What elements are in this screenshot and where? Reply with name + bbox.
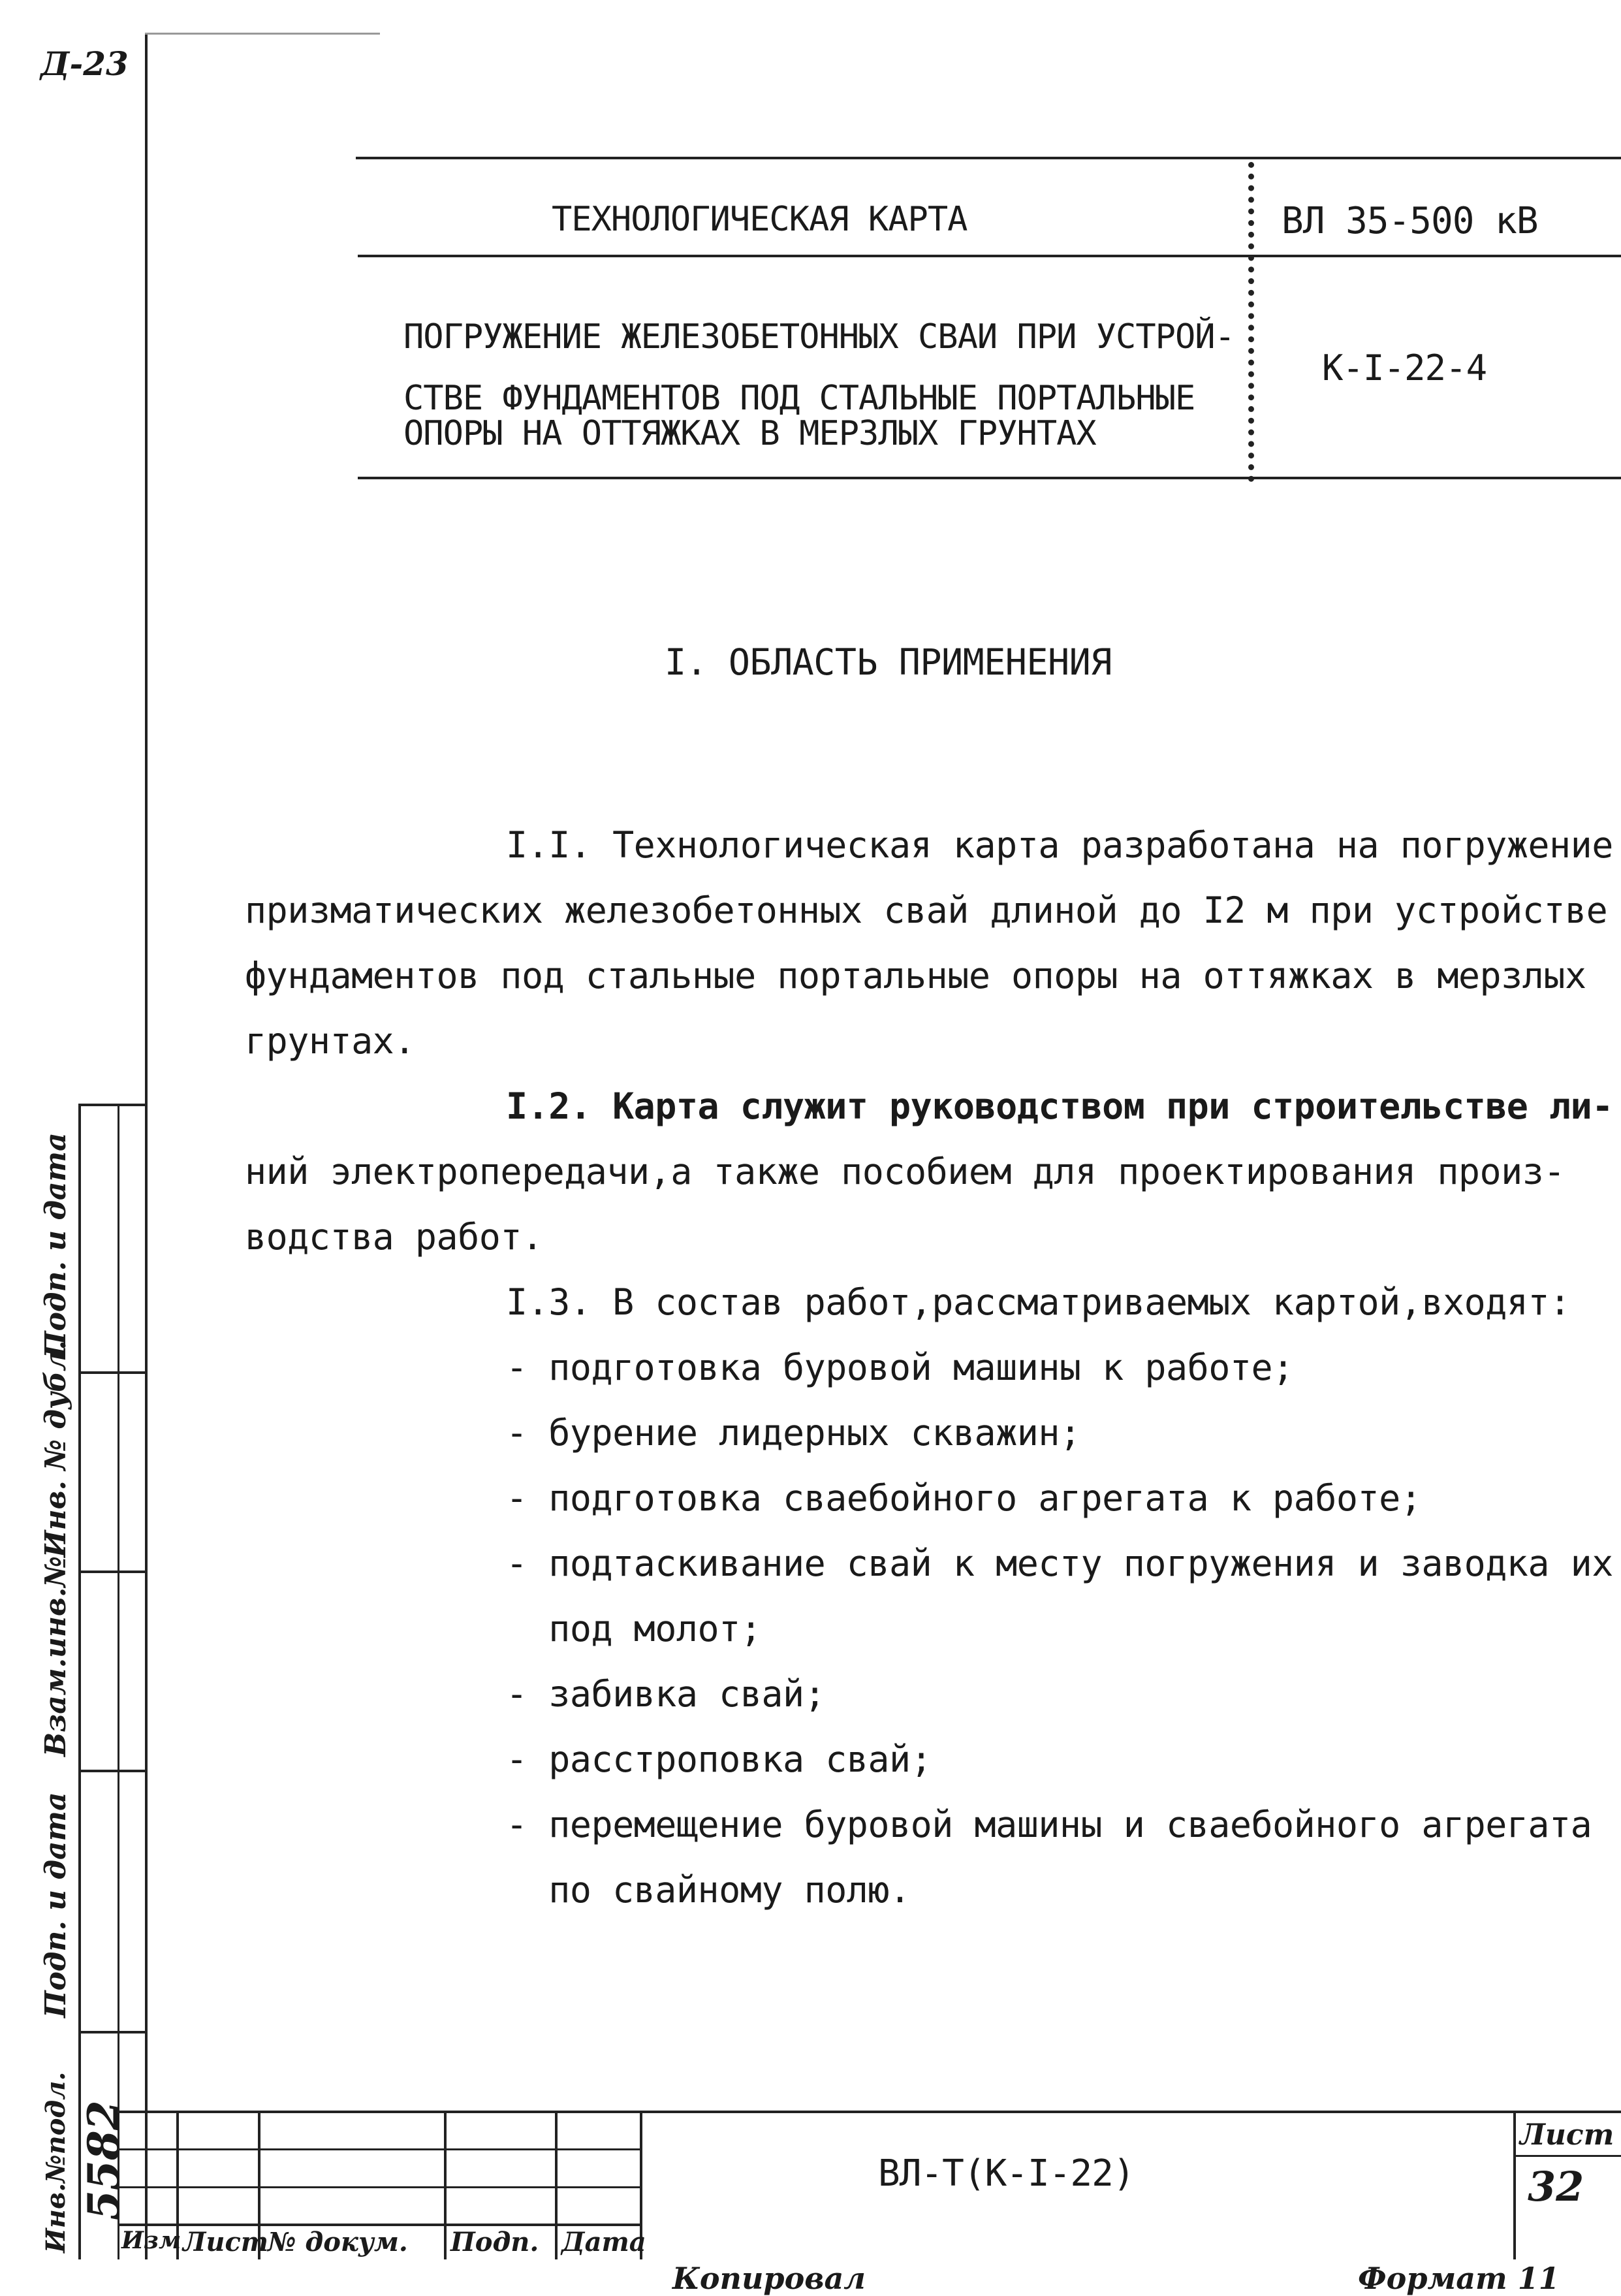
list-item: - бурение лидерных скважин; xyxy=(506,1412,1081,1454)
format-label: Формат 11 xyxy=(1358,2261,1560,2296)
list-item: - расстроповка свай; xyxy=(506,1738,932,1780)
col-signature: Подп. xyxy=(450,2227,539,2257)
copied-by: Копировал xyxy=(672,2261,866,2296)
frame-top-edge xyxy=(145,33,380,35)
col-doc-number: № докум. xyxy=(268,2227,408,2257)
list-item: - подготовка сваебойного агрегата к работе; xyxy=(506,1477,1422,1519)
list-item: - перемещение буровой машины и сваебойного агрегата xyxy=(506,1804,1592,1845)
list-item: - подтаскивание свай к месту погружения и заводка их xyxy=(506,1542,1613,1584)
side-label-sign-date-1: Подп. и дата xyxy=(39,1132,72,1358)
header-title: ТЕХНОЛОГИЧЕСКАЯ КАРТА xyxy=(552,200,968,239)
p1-line-2: призматических железобетонных свай длиной до I2 м при устройстве xyxy=(245,889,1608,931)
header-card-code: К-I-22-4 xyxy=(1322,347,1487,389)
p3-line: I.3. В состав работ,рассматриваемых картой,входят: xyxy=(506,1281,1571,1323)
list-item: по свайному полю. xyxy=(506,1869,911,1911)
p2-line-3: водства работ. xyxy=(245,1216,543,1258)
header-subject-line-3: ОПОРЫ НА ОТТЯЖКАХ В МЕРЗЛЫХ ГРУНТАХ xyxy=(403,414,1096,453)
doc-code: ВЛ-Т(К-I-22) xyxy=(878,2152,1135,2195)
p2-line-2: ний электропередачи,а также пособием для проектирования произ- xyxy=(245,1151,1565,1192)
corner-mark: Д-23 xyxy=(40,44,129,83)
section-title: I. ОБЛАСТЬ ПРИМЕНЕНИЯ xyxy=(665,641,1112,683)
col-date: Дата xyxy=(561,2227,646,2257)
col-change: Изм xyxy=(121,2227,181,2254)
side-label-replace-inv: Взам.инв.№ xyxy=(39,1555,72,1757)
header-subject-line-1: ПОГРУЖЕНИЕ ЖЕЛЕЗОБЕТОННЫХ СВАИ ПРИ УСТРОЙ- xyxy=(403,317,1235,357)
side-label-orig-inv: Инв.№подл. xyxy=(40,2071,71,2253)
side-label-dup-inv: Инв. № дубл. xyxy=(39,1340,72,1557)
list-item: под молот; xyxy=(506,1608,762,1650)
side-label-sign-date-2: Подп. и дата xyxy=(39,1792,72,2018)
list-item: - подготовка буровой машины к работе; xyxy=(506,1347,1294,1388)
col-sheet: Лист xyxy=(183,2227,269,2257)
sheet-label: Лист xyxy=(1520,2118,1614,2152)
list-item: - забивка свай; xyxy=(506,1673,826,1715)
p1-line-1: I.I. Технологическая карта разработана на погружение xyxy=(506,824,1613,866)
p1-line-3: фундаментов под стальные портальные опоры на оттяжках в мерзлых xyxy=(245,955,1586,997)
p1-line-4: грунтах. xyxy=(245,1020,415,1062)
header-line-code: ВЛ 35-500 кВ xyxy=(1282,200,1538,242)
p2-line-1: I.2. Карта служит руководством при строительстве ли- xyxy=(506,1085,1613,1127)
sheet-number: 32 xyxy=(1528,2163,1584,2210)
header-subject-line-2: СТВЕ ФУНДАМЕНТОВ ПОД СТАЛЬНЫЕ ПОРТАЛЬНЫЕ xyxy=(403,379,1195,418)
inventory-number: 5582 xyxy=(78,2100,129,2220)
